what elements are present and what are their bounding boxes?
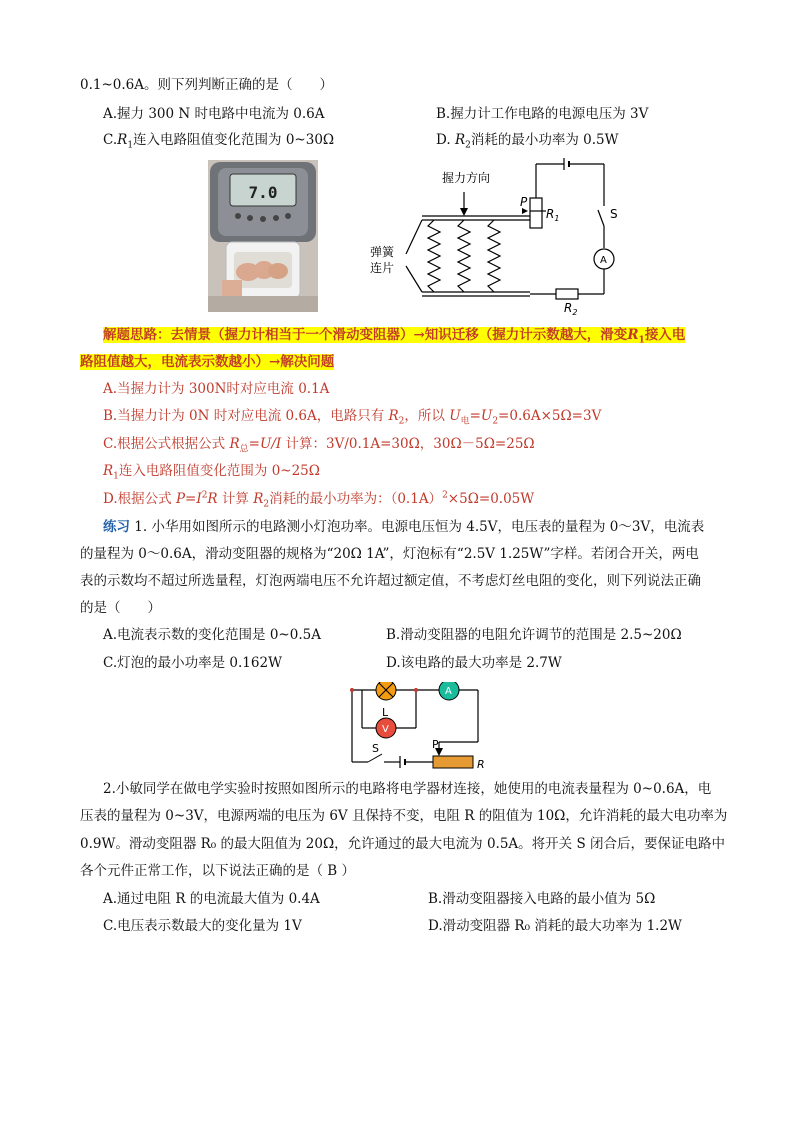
solution-c-range: $R_1$连入电路阻值变化范围为 0~25Ω (103, 463, 320, 482)
grip-circuit-diagram (362, 156, 622, 316)
solution-heading: 解题思路：去情景（握力计相当于一个滑动变阻器）→知识迁移（握力计示数越大，滑变$R_1$接入电 (103, 327, 686, 346)
option-a: A.握力 300 N 时电路中电流为 0.6A (103, 106, 325, 122)
exercise-1-line1: 练习 1. 小华用如图所示的电路测小灯泡功率。电源电压恒为 4.5V，电压表的量程为 0～3V，电流表 (103, 519, 705, 535)
spring-label-2: 连片 (370, 261, 395, 275)
slider-label: P (432, 738, 439, 751)
spring-label-1: 弹簧 (370, 245, 395, 259)
solution-b: B.当握力计为 0N 时对应电流 0.6A，电路只有 $R_2$，所以 $U_电=U_2=0.6A\times 5\Omega=3V$ (103, 408, 602, 427)
s-label: S (610, 207, 618, 221)
exercise-1-line2: 的量程为 0～0.6A，滑动变阻器的规格为“20Ω 1A”，灯泡标有“2.5V 1.25W”字样。若闭合开关，两电 (80, 546, 699, 562)
exercise-2-line2: 压表的量程为 0~3V，电源两端的电压为 6V 且保持不变，电阻 R 的阻值为 10Ω，允许消耗的最大电功率为 (80, 808, 728, 824)
ammeter-label: A (600, 255, 607, 266)
solution-d: D.根据公式 $P=I^2R$ 计算 $R_2$消耗的最小功率为：$(0.1A)^2\times 5\Omega=0.05W$ (103, 490, 535, 510)
force-direction-label: 握力方向 (442, 171, 491, 185)
exercise-2-line3: 0.9W。滑动变阻器 R₀ 的最大阻值为 20Ω，允许通过的最大电流为 0.5A。将开关 S 闭合后，要保证电路中 (80, 836, 726, 852)
voltmeter-label: V (382, 724, 389, 735)
exercise-2-line4: 各个元件正常工作，以下说法正确的是（ B ） (80, 863, 356, 879)
exercise-2-option-a: A.通过电阻 R 的电流最大值为 0.4A (103, 891, 320, 907)
exercise-1-option-d: D.该电路的最大功率是 2.7W (386, 655, 562, 671)
lamp-label: L (382, 706, 389, 719)
r2-label: $R_2$ (564, 301, 578, 316)
solution-c: C.根据公式根据公式 $R_总=U/I$ 计算：3V/0.1A=30Ω，30Ω－5Ω=25Ω (103, 436, 535, 455)
option-c: $C.R_1$连入电路阻值变化范围为 0~30Ω (103, 132, 335, 151)
grip-dynamometer-photo (208, 160, 318, 312)
exercise-2-option-c: C.电压表示数最大的变化量为 1V (103, 918, 302, 934)
ammeter2-label: A (445, 686, 452, 697)
solution-a: A.当握力计为 300N时对应电流 0.1A (103, 381, 330, 397)
switch-label: S (372, 742, 379, 755)
exercise-2-line1: 2.小敏同学在做电学实验时按照如图所示的电路将电学器材连接，她使用的电流表量程为 0~0.6A，电 (103, 781, 712, 797)
exercise-2-option-b: B.滑动变阻器接入电路的最小值为 5Ω (428, 891, 656, 907)
r1-label: $R_1$ (546, 207, 560, 223)
exercise-1-option-b: B.滑动变阻器的电阻允许调节的范围是 2.5~20Ω (386, 627, 682, 643)
question-intro: 0.1~0.6A。则下列判断正确的是（ ） (80, 77, 333, 93)
exercise-1-option-c: C.灯泡的最小功率是 0.162W (103, 655, 282, 671)
option-b: B.握力计工作电路的电源电压为 3V (436, 106, 649, 122)
lcd-display: 7.0 (248, 183, 278, 202)
exercise-1-line3: 表的示数均不超过所选量程，灯泡两端电压不允许超过额定值，不考虑灯丝电阻的变化，则下列说法正确 (80, 573, 701, 589)
exercise-1-option-a: A.电流表示数的变化范围是 0~0.5A (103, 627, 321, 643)
solution-heading-cont: 路阻值越大，电流表示数越小）→解决问题 (80, 354, 335, 370)
resistor-label: R (477, 758, 485, 771)
option-d: D. $R_2$消耗的最小功率为 0.5W (436, 132, 619, 151)
exercise-1-line4: 的是（ ） (80, 600, 161, 616)
lamp-circuit-diagram (338, 682, 488, 772)
exercise-2-option-d: D.滑动变阻器 R₀ 消耗的最大功率为 1.2W (428, 918, 682, 934)
p-label: P (520, 195, 528, 209)
